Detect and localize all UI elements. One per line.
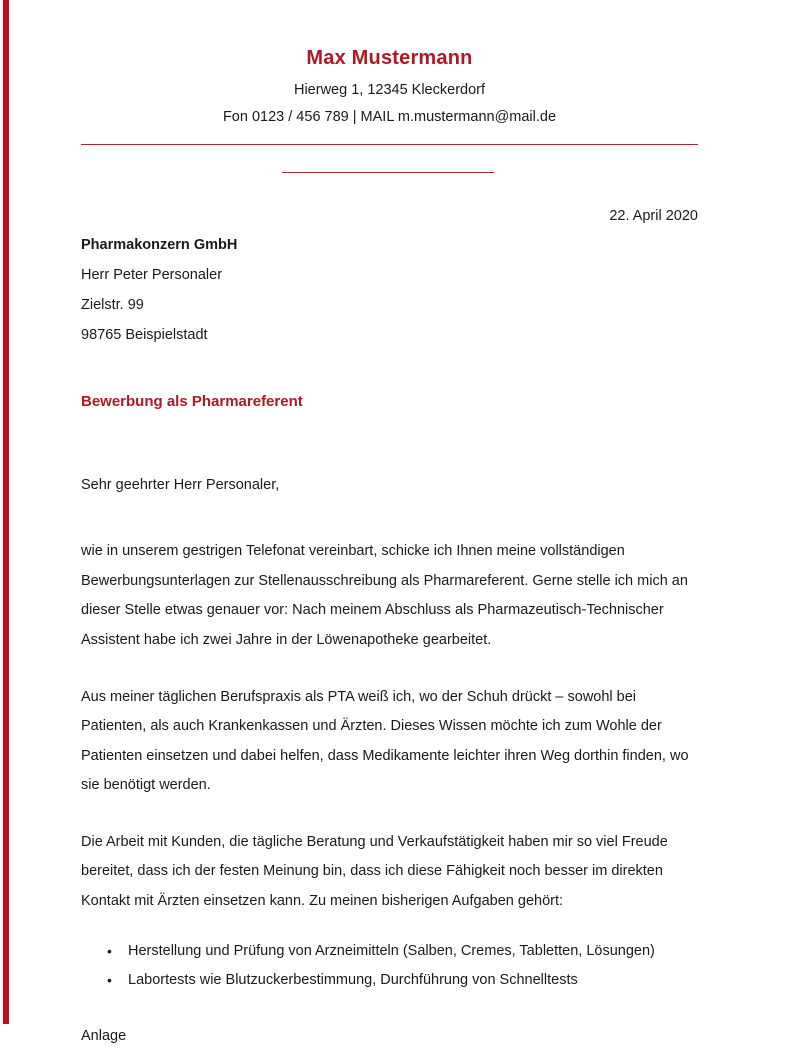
divider-rule-short <box>282 172 494 173</box>
letter-content <box>81 0 698 1044</box>
left-accent-bar <box>3 0 9 1024</box>
letter-date: 22. April 2020 <box>609 208 698 224</box>
list-item-label: Labortests wie Blutzuckerbestimmung, Durchführung von Schnelltests <box>128 971 578 988</box>
list-item <box>107 937 698 966</box>
body-paragraph-3: Die Arbeit mit Kunden, die tägliche Beratung und Verkaufstätigkeit haben mir so viel Freude bereitet, dass ich der festen Meinung bin, dass ich diese Fähigkeit noch besser im direkten Kontakt mit Ärzten einsetzen kann. Zu meinen bisherigen Aufgaben gehört: <box>81 833 668 909</box>
recipient-city: 98765 Beispielstadt <box>81 326 208 343</box>
subject-line: Bewerbung als Pharmareferent <box>81 393 303 410</box>
bullet-marker-icon: • <box>107 971 112 988</box>
letter-body <box>81 474 698 1048</box>
sender-contact: Fon 0123 / 456 789 | MAIL m.mustermann@mail.de <box>222 108 557 125</box>
recipient-street: Zielstr. 99 <box>81 296 144 313</box>
recipient-contact-person: Herr Peter Personaler <box>81 266 223 283</box>
bullet-marker-icon: • <box>107 942 112 959</box>
body-paragraph-1: wie in unserem gestrigen Telefonat vereinbart, schicke ich Ihnen meine vollständigen Bewerbungsunterlagen zur Stellenausschreibung als Pharmareferent. Gerne stelle ich mich an dieser Stelle etwas genauer vor: Nach meinem Abschluss als Pharmazeutisch-Technischer Assistent habe ich zwei Jahre in der Löwenapotheke gearbeitet. <box>81 543 688 648</box>
sender-address: Hierweg 1, 12345 Kleckerdorf <box>293 82 486 98</box>
recipient-address-block <box>81 231 531 350</box>
enclosure-note: Anlage <box>81 1027 127 1044</box>
body-paragraph-2: Aus meiner täglichen Berufspraxis als PTA weiß ich, wo der Schuh drückt – sowohl bei Patienten, als auch Krankenkassen und Ärzten. Dieses Wissen möchte ich zum Wohle der Patienten einsetzen und dabei helfen, dass Medikamente leichter ihren Weg dorthin finden, wo sie benötigt werden. <box>81 688 689 794</box>
list-item-label: Herstellung und Prüfung von Arzneimitteln (Salben, Cremes, Tabletten, Lösungen) <box>128 942 655 959</box>
task-bullet-list <box>81 937 698 995</box>
divider-rule-long <box>81 144 698 145</box>
list-item <box>107 966 698 995</box>
sender-name: Max Mustermann <box>306 47 473 69</box>
salutation: Sehr geehrter Herr Personaler, <box>81 477 280 493</box>
letterhead <box>81 0 698 129</box>
recipient-company: Pharmakonzern GmbH <box>81 237 238 253</box>
